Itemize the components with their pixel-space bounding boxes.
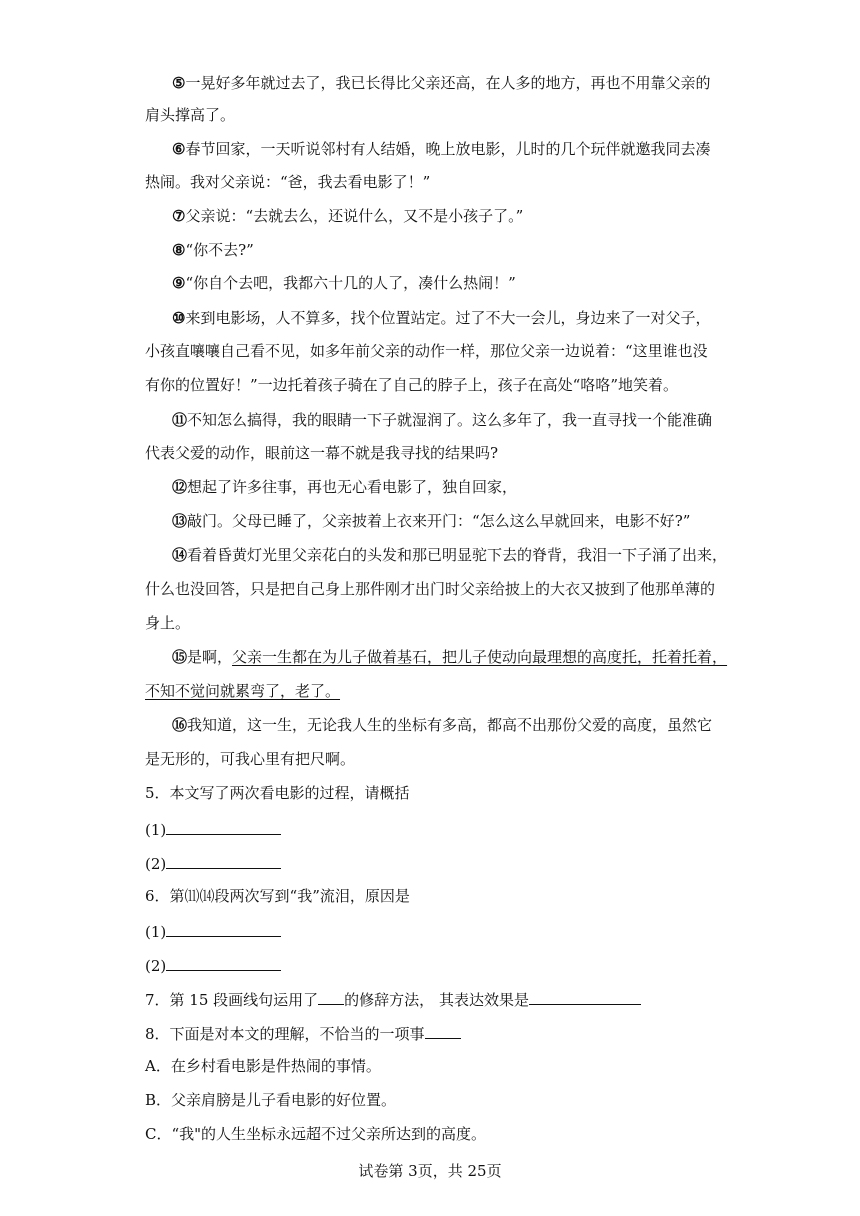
- answer-blank[interactable]: [529, 988, 641, 1005]
- answer-label: (1): [145, 923, 167, 941]
- paragraph-12-text: 想起了许多往事，再也无心看电影了，独自回家，: [187, 478, 518, 496]
- paragraph-10-number: ⑩: [172, 309, 186, 327]
- paragraph-10-line-1: [172, 308, 710, 328]
- paragraph-6-line-2: 热闹。我对父亲说：“爸，我去看电影了！”: [145, 173, 431, 191]
- paragraph-5-line-1: [172, 73, 710, 93]
- paragraph-10-text-1: 来到电影场，人不算多，找个位置站定。过了不大一会儿，身边来了一对父子，: [185, 309, 711, 327]
- paragraph-16-text-1: 我知道，这一生，无论我人生的坐标有多高，都高不出那份父爱的高度，虽然它: [187, 716, 713, 734]
- answer-blank[interactable]: [166, 954, 281, 971]
- paragraph-8: [172, 240, 254, 260]
- paragraph-6-number: ⑥: [172, 140, 186, 158]
- paragraph-9: [172, 273, 516, 293]
- answer-label: (1): [145, 821, 167, 839]
- question-7-text-2: 的修辞方法， 其表达效果是: [344, 991, 529, 1009]
- question-6-answer-1: [145, 920, 281, 942]
- question-7-text-1: 7．第 15 段画线句运用了: [145, 991, 319, 1009]
- question-5-stem: 5．本文写了两次看电影的过程，请概括: [145, 784, 410, 802]
- option-a: A．在乡村看电影是件热闹的事情。: [145, 1057, 381, 1075]
- question-5-answer-2: [145, 852, 281, 874]
- paragraph-5-number: ⑤: [172, 74, 186, 92]
- paragraph-12: [172, 477, 517, 497]
- paragraph-9-number: ⑨: [172, 274, 186, 292]
- paragraph-7: [172, 206, 523, 226]
- option-b: B．父亲肩膀是儿子看电影的好位置。: [145, 1091, 397, 1109]
- question-6-answer-2: [145, 954, 281, 976]
- paragraph-11-number: ⑪: [172, 411, 188, 429]
- paragraph-13: [172, 511, 690, 531]
- paragraph-6-text-1: 春节回家，一天听说邻村有人结婚，晚上放电影，儿时的几个玩伴就邀我同去凑: [185, 140, 711, 158]
- paragraph-13-number: ⑬: [172, 512, 188, 530]
- paragraph-5-line-2: 肩头撑高了。: [145, 106, 236, 124]
- paragraph-15-lead: 是啊，: [187, 648, 233, 666]
- paragraph-10-line-2: 小孩直嚷嚷自己看不见，如多年前父亲的动作一样，那位父亲一边说着：“这里谁也没: [145, 342, 708, 360]
- answer-blank[interactable]: [166, 818, 281, 835]
- underlined-sentence-part-1: 父亲一生都在为儿子做着基石，把儿子使动向最理想的高度托，托着托着，: [232, 648, 728, 666]
- paragraph-11-text-1: 不知怎么搞得，我的眼睛一下子就湿润了。这么多年了，我一直寻找一个能准确: [187, 411, 713, 429]
- paragraph-11-line-2: 代表父爱的动作，眼前这一幕不就是我寻找的结果吗?: [145, 444, 499, 462]
- question-8-text: 8．下面是对本文的理解，不恰当的一项事: [145, 1025, 425, 1043]
- paragraph-14-text-1: 看着昏黄灯光里父亲花白的头发和那已明显驼下去的脊背，我泪一下子涌了出来，: [187, 546, 728, 564]
- answer-blank[interactable]: [425, 1022, 461, 1039]
- answer-label: (2): [145, 957, 167, 975]
- option-c: C．“我"的人生坐标永远超不过父亲所达到的高度。: [145, 1125, 487, 1143]
- question-6-stem: 6．第⑾⒁段两次写到“我”流泪，原因是: [145, 887, 410, 905]
- answer-blank[interactable]: [166, 920, 281, 937]
- question-7: [145, 988, 641, 1010]
- paragraph-7-text: 父亲说：“去就去么，还说什么，又不是小孩子了。”: [185, 207, 524, 225]
- question-8-stem: [145, 1022, 461, 1044]
- paragraph-14-line-2: 什么也没回答，只是把自己身上那件刚才出门时父亲给披上的大衣又披到了他那单薄的: [145, 580, 716, 598]
- paragraph-14-line-1: [172, 545, 727, 565]
- paragraph-9-text: “你自个去吧，我都六十几的人了，凑什么热闹！”: [185, 274, 516, 292]
- paragraph-10-line-3: 有你的位置好！”一边托着孩子骑在了自己的脖子上，孩子在高处“咯咯”地笑着。: [145, 376, 679, 394]
- paragraph-16-line-2: 是无形的，可我心里有把尺啊。: [145, 750, 356, 768]
- page-footer: 试卷第 3页，共 25页: [358, 1162, 502, 1180]
- paragraph-8-number: ⑧: [172, 241, 186, 259]
- paragraph-14-number: ⑭: [172, 546, 188, 564]
- paragraph-11-line-1: [172, 410, 712, 430]
- paragraph-16-number: ⑯: [172, 716, 188, 734]
- paragraph-13-text: 敲门。父母已睡了，父亲披着上衣来开门：“怎么这么早就回来，电影不好?”: [187, 512, 691, 530]
- paragraph-6-line-1: [172, 139, 710, 159]
- answer-blank[interactable]: [166, 852, 281, 869]
- answer-label: (2): [145, 855, 167, 873]
- paragraph-12-number: ⑫: [172, 478, 188, 496]
- underlined-sentence-part-2: 不知不觉问就累弯了，老了。: [145, 682, 341, 700]
- answer-blank[interactable]: [318, 988, 344, 1005]
- paragraph-14-line-3: 身上。: [145, 614, 191, 632]
- paragraph-7-number: ⑦: [172, 207, 186, 225]
- paragraph-15-line-1: [172, 647, 727, 667]
- paragraph-15-line-2: [145, 681, 340, 701]
- paragraph-16-line-1: [172, 715, 712, 735]
- paragraph-5-text-1: 一晃好多年就过去了，我已长得比父亲还高，在人多的地方，再也不用靠父亲的: [185, 74, 711, 92]
- question-5-answer-1: [145, 818, 281, 840]
- paragraph-15-number: ⑮: [172, 648, 188, 666]
- paragraph-8-text: “你不去?”: [185, 241, 254, 259]
